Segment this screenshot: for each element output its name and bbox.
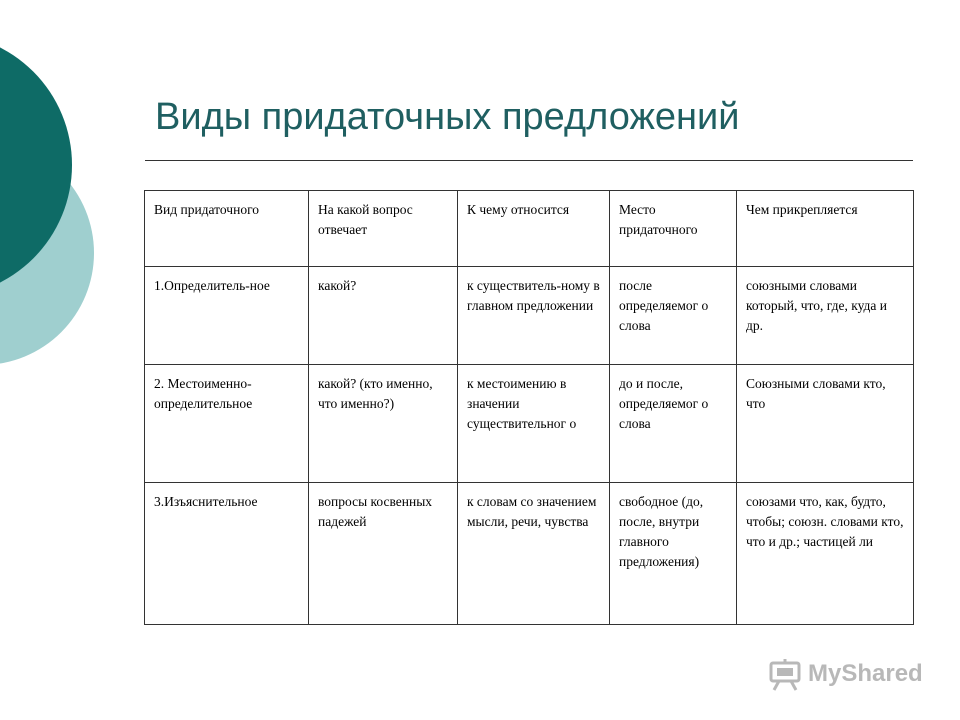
table-cell: к существитель-ному в главном предложении bbox=[458, 267, 610, 365]
slide-title: Виды придаточных предложений bbox=[155, 96, 740, 138]
table-cell: союзами что, как, будто, чтобы; союзн. словами кто, что и др.; частицей ли bbox=[737, 483, 914, 625]
table-cell: 2. Местоименно-определительное bbox=[145, 365, 309, 483]
clauses-table bbox=[144, 190, 914, 625]
table-cell: какой? bbox=[309, 267, 458, 365]
table-row bbox=[145, 365, 914, 483]
table-cell: 3.Изъяснительное bbox=[145, 483, 309, 625]
table-cell: 1.Определитель-ное bbox=[145, 267, 309, 365]
table-row bbox=[145, 267, 914, 365]
table-cell: вопросы косвенных падежей bbox=[309, 483, 458, 625]
table-cell: свободное (до, после, внутри главного предложения) bbox=[610, 483, 737, 625]
table-cell: к местоимению в значении существительног о bbox=[458, 365, 610, 483]
table-cell: после определяемог о слова bbox=[610, 267, 737, 365]
watermark-text: MyShared bbox=[808, 660, 923, 687]
table-cell: Союзными словами кто, что bbox=[737, 365, 914, 483]
header-cell: К чему относится bbox=[458, 191, 610, 267]
table-cell: какой? (кто именно, что именно?) bbox=[309, 365, 458, 483]
title-divider bbox=[145, 160, 913, 161]
header-cell: Место придаточного bbox=[610, 191, 737, 267]
decorative-circles bbox=[0, 0, 120, 400]
table-cell: до и после, определяемог о слова bbox=[610, 365, 737, 483]
table-header-row bbox=[145, 191, 914, 267]
header-cell: Чем прикрепляется bbox=[737, 191, 914, 267]
table-cell: к словам со значением мысли, речи, чувства bbox=[458, 483, 610, 625]
presentation-board-icon bbox=[768, 657, 808, 693]
header-cell: На какой вопрос отвечает bbox=[309, 191, 458, 267]
table-cell: союзными словами который, что, где, куда и др. bbox=[737, 267, 914, 365]
table-row bbox=[145, 483, 914, 625]
header-cell: Вид придаточного bbox=[145, 191, 309, 267]
